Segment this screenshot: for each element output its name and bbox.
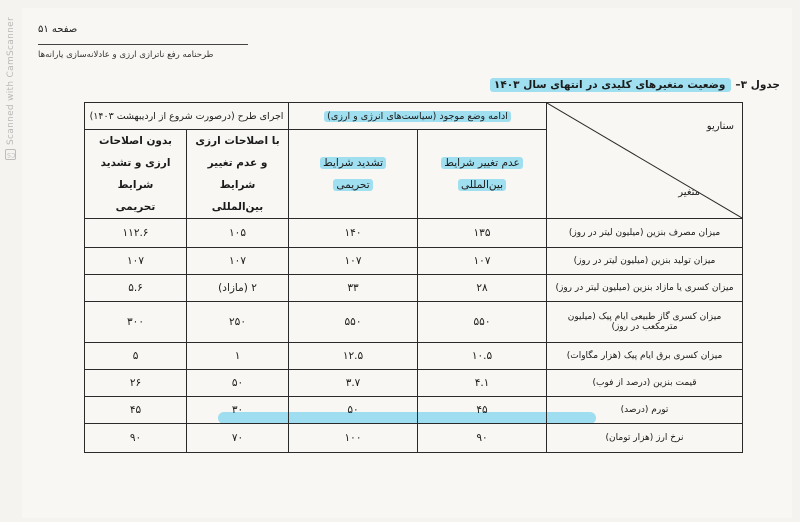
table-row xyxy=(85,219,743,248)
cell-value: ۴۵ xyxy=(418,397,547,424)
cell-value: ۵۰ xyxy=(187,370,289,397)
caption-text: وضعیت متغیرهای کلیدی در انتهای سال ۱۴۰۳ xyxy=(490,78,731,92)
table-row xyxy=(85,302,743,343)
row-label: میزان تولید بنزین (میلیون لیتر در روز) xyxy=(547,248,743,275)
col-header-3 xyxy=(187,130,289,219)
col-header-3-line3: بین‌المللی xyxy=(211,201,264,213)
cell-value: ۳۰ xyxy=(187,397,289,424)
cell-value: ۱۰۷ xyxy=(187,248,289,275)
key-variables-table xyxy=(84,102,743,453)
cell-value: ۷۰ xyxy=(187,424,289,453)
cell-value: ۱۴۰ xyxy=(289,219,418,248)
cell-value: ۱ xyxy=(187,343,289,370)
cell-value: ۵۵۰ xyxy=(289,302,418,343)
cell-value: ۵ xyxy=(85,343,187,370)
cell-value: ۲۶ xyxy=(85,370,187,397)
cell-value: ۱۰.۵ xyxy=(418,343,547,370)
cell-value: ۴.۱ xyxy=(418,370,547,397)
cell-value: ۱۰۷ xyxy=(85,248,187,275)
corner-scenario-label: سناریو xyxy=(706,121,735,132)
table-row xyxy=(85,248,743,275)
cell-value: ۱۰۰ xyxy=(289,424,418,453)
page-number: صفحه ۵۱ xyxy=(38,24,78,35)
cell-value: ۱۳۵ xyxy=(418,219,547,248)
col-header-3-line2: و عدم تغییر شرایط xyxy=(207,157,268,191)
scanner-watermark-text: Scanned with CamScanner xyxy=(6,17,16,145)
col-header-2 xyxy=(289,130,418,219)
header-divider xyxy=(38,44,248,45)
col-header-2-line2: تحریمی xyxy=(333,179,372,191)
col-header-4-line1: بدون اصلاحات xyxy=(99,135,172,147)
table-caption xyxy=(490,78,780,92)
col-header-3-line1: با اصلاحات ارزی xyxy=(195,135,280,147)
document-title: طرحنامه رفع ناترازی ارزی و عادلانه‌سازی یارانه‌ها xyxy=(38,50,214,60)
cell-value: ۱۰۵ xyxy=(187,219,289,248)
cell-value: ۴۵ xyxy=(85,397,187,424)
col-header-4-line3: تحریمی xyxy=(115,201,156,213)
group-header-plan: اجرای طرح (درصورت شروع از اردیبهشت ۱۴۰۳) xyxy=(85,103,289,130)
cell-value: ۳۰۰ xyxy=(85,302,187,343)
cell-value: ۱۱۲.۶ xyxy=(85,219,187,248)
cell-value: ۹۰ xyxy=(85,424,187,453)
corner-cell xyxy=(547,103,743,219)
table-row xyxy=(85,397,743,424)
table-row xyxy=(85,424,743,453)
cell-value: ۲ (مازاد) xyxy=(187,275,289,302)
col-header-2-line1: تشدید شرایط xyxy=(320,157,386,169)
cell-value: ۵۰ xyxy=(289,397,418,424)
cell-value: ۳۳ xyxy=(289,275,418,302)
table-row xyxy=(85,275,743,302)
col-header-1 xyxy=(418,130,547,219)
group-header-current xyxy=(289,103,547,130)
row-label: میزان کسری یا مازاد بنزین (میلیون لیتر در روز) xyxy=(547,275,743,302)
cell-value: ۲۵۰ xyxy=(187,302,289,343)
row-label: میزان مصرف بنزین (میلیون لیتر در روز) xyxy=(547,219,743,248)
row-label: میزان کسری گاز طبیعی ایام پیک (میلیون مترمکعب در روز) xyxy=(547,302,743,343)
table-row xyxy=(85,343,743,370)
cell-value: ۲۸ xyxy=(418,275,547,302)
col-header-4-line2: ارزی و تشدید شرایط xyxy=(100,157,171,191)
scanner-watermark xyxy=(4,10,18,160)
caption-label: جدول ۳– xyxy=(735,79,780,91)
cell-value: ۹۰ xyxy=(418,424,547,453)
col-header-1-line2: بین‌المللی xyxy=(458,179,506,191)
cell-value: ۱۲.۵ xyxy=(289,343,418,370)
cell-value: ۱۰۷ xyxy=(289,248,418,275)
table-row xyxy=(85,370,743,397)
row-label: میزان کسری برق ایام پیک (هزار مگاوات) xyxy=(547,343,743,370)
row-label: قیمت بنزین (درصد از فوب) xyxy=(547,370,743,397)
row-label: نرخ ارز (هزار تومان) xyxy=(547,424,743,453)
row-label: تورم (درصد) xyxy=(547,397,743,424)
group-current-text: ادامه وضع موجود (سیاست‌های انرژی و ارزی) xyxy=(324,111,511,122)
cell-value: ۵.۶ xyxy=(85,275,187,302)
corner-variable-label: متغیر xyxy=(678,187,701,198)
camscanner-icon: CS xyxy=(6,151,16,158)
col-header-1-line1: عدم تغییر شرایط xyxy=(441,157,522,169)
cell-value: ۱۰۷ xyxy=(418,248,547,275)
cell-value: ۵۵۰ xyxy=(418,302,547,343)
col-header-4 xyxy=(85,130,187,219)
cell-value: ۳.۷ xyxy=(289,370,418,397)
